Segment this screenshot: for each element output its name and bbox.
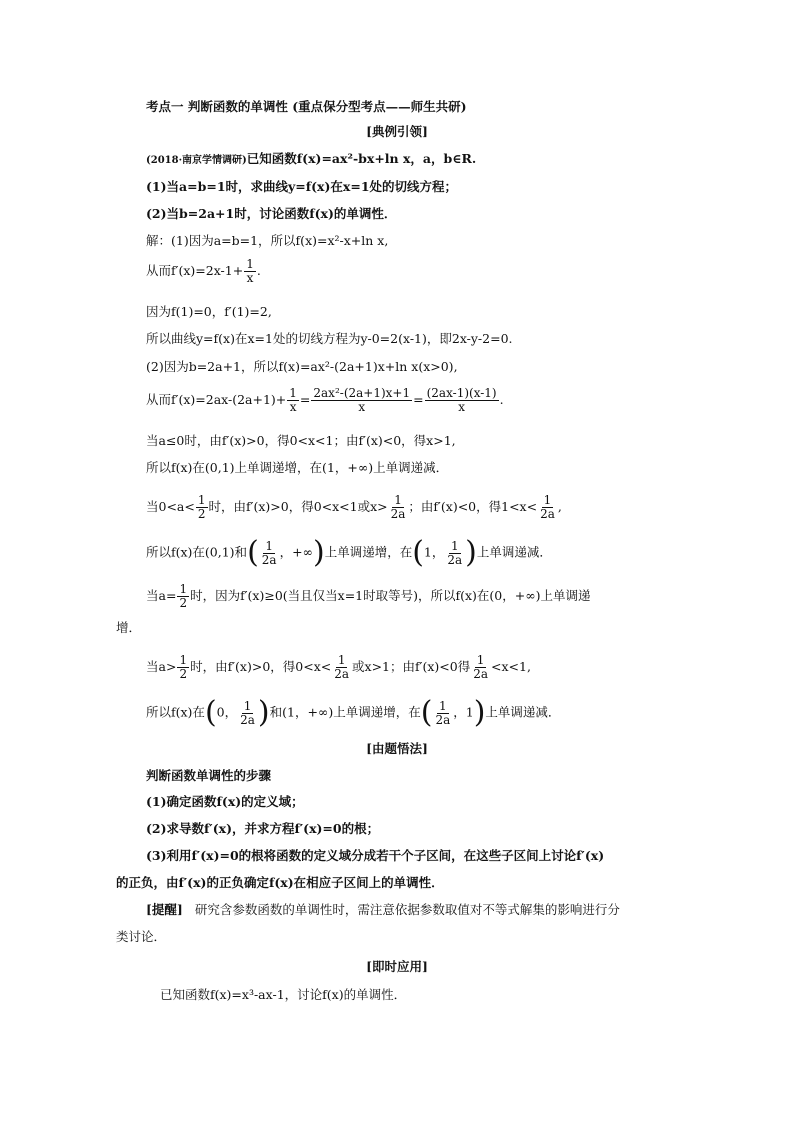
text-segment: ，+∞ bbox=[279, 544, 313, 560]
fraction-numerator: 2ax²-(2a+1)x+1 bbox=[313, 386, 411, 400]
method-step-3: (3)利用f′(x)=0的根将函数的定义域分成若干个子区间，在这些子区间上讨论f′(x) bbox=[146, 848, 605, 863]
fraction-denominator: 2a bbox=[435, 712, 451, 727]
fraction-numerator: 1 bbox=[439, 698, 447, 713]
fraction bbox=[238, 700, 257, 727]
fraction-numerator: 1 bbox=[197, 493, 206, 507]
solution-line-1: 解：(1)因为a=b=1，所以f(x)=x²-x+ln x, bbox=[146, 233, 389, 248]
text-segment: 0， bbox=[216, 704, 238, 720]
fraction-numerator: 1 bbox=[179, 582, 188, 596]
fraction bbox=[433, 700, 452, 727]
text-segment: = bbox=[299, 392, 311, 407]
left-paren: ( bbox=[247, 535, 259, 570]
example-label: [典例引领] bbox=[366, 124, 428, 139]
fraction-denominator: 2a bbox=[334, 667, 350, 681]
fraction-denominator: x bbox=[289, 400, 297, 414]
text-segment: 当a= bbox=[146, 588, 177, 603]
fraction bbox=[332, 654, 351, 681]
fraction-denominator: 2 bbox=[179, 596, 188, 610]
fraction-numerator: 1 bbox=[476, 653, 485, 667]
fraction-denominator: 2a bbox=[261, 552, 277, 567]
fraction bbox=[260, 540, 279, 567]
problem-source-tag: (2018·南京学情调研) bbox=[146, 155, 247, 166]
fraction bbox=[445, 540, 464, 567]
left-paren: ( bbox=[204, 695, 217, 730]
text-segment: 从而f′(x)=2x-1+ bbox=[146, 263, 244, 278]
text-segment: 从而f′(x)=2ax-(2a+1)+ bbox=[146, 392, 287, 407]
text-segment: 所以f(x)在 bbox=[146, 704, 205, 720]
fraction-denominator: 2a bbox=[540, 507, 555, 521]
practice-label: [即时应用] bbox=[366, 959, 428, 974]
fraction bbox=[389, 494, 408, 521]
problem-part-1: (1)当a=b=1时，求曲线y=f(x)在x=1处的切线方程； bbox=[146, 179, 458, 194]
problem-part-2: (2)当b=2a+1时，讨论函数f(x)的单调性． bbox=[146, 206, 397, 221]
fraction bbox=[287, 387, 299, 414]
left-paren: ( bbox=[420, 695, 433, 730]
fraction bbox=[311, 387, 412, 414]
section-heading: 考点一 判断函数的单调性 (重点保分型考点——师生共研) bbox=[146, 99, 467, 114]
reminder-text: 研究含参数函数的单调性时，需注意依据参数取值对不等式解集的影响进行分 bbox=[194, 902, 620, 917]
fraction-denominator: x bbox=[458, 400, 465, 414]
solution-line-8: 所以f(x)在(0,1)上单调递增，在(1，+∞)上单调递减． bbox=[146, 460, 449, 475]
practice-text: 已知函数f(x)=x³-ax-1，讨论f(x)的单调性． bbox=[160, 987, 407, 1002]
text-segment: 时，由f′(x)>0，得0<x< bbox=[190, 659, 332, 674]
text-segment: 或x>1；由f′(x)<0得 bbox=[352, 659, 471, 674]
solution-line-6 bbox=[146, 387, 504, 414]
solution-line-13 bbox=[146, 654, 531, 681]
fraction-numerator: 1 bbox=[450, 538, 459, 553]
fraction-numerator: 1 bbox=[394, 493, 402, 507]
solution-line-3: 因为f(1)=0，f′(1)=2, bbox=[146, 304, 272, 319]
text-segment: 当0<a< bbox=[146, 499, 195, 514]
fraction bbox=[538, 494, 557, 521]
text-segment: 时，因为f′(x)≥0(当且仅当x=1时取等号)，所以f(x)在(0，+∞)上单调递 bbox=[190, 588, 591, 603]
fraction bbox=[244, 258, 256, 285]
right-paren: ) bbox=[257, 695, 270, 730]
solution-line-4: 所以曲线y=f(x)在x=1处的切线方程为y-0=2(x-1)，即2x-y-2=0. bbox=[146, 331, 513, 346]
text-segment: = bbox=[413, 392, 424, 407]
problem-text: 已知函数f(x)=ax²-bx+ln x，a，b∈R. bbox=[246, 151, 477, 166]
fraction-denominator: 2a bbox=[240, 712, 255, 727]
text-segment: 上单调递增，在 bbox=[324, 544, 413, 560]
fraction bbox=[177, 583, 189, 610]
fraction-denominator: 2 bbox=[197, 507, 206, 521]
reminder-note bbox=[146, 901, 620, 919]
solution-line-12: 增． bbox=[116, 620, 142, 635]
fraction-denominator: 2a bbox=[390, 507, 406, 521]
reminder-note-continued: 类讨论． bbox=[116, 929, 167, 944]
method-title: 判断函数单调性的步骤 bbox=[146, 768, 272, 783]
fraction-denominator: 2 bbox=[179, 667, 188, 681]
text-segment: 所以f(x)在(0,1)和 bbox=[146, 544, 248, 560]
reminder-label: [提醒] bbox=[146, 902, 183, 917]
fraction-numerator: (2ax-1)(x-1) bbox=[426, 386, 497, 400]
fraction bbox=[196, 494, 208, 521]
fraction-numerator: 1 bbox=[265, 538, 273, 553]
left-paren: ( bbox=[412, 535, 424, 570]
fraction-numerator: 1 bbox=[246, 257, 254, 271]
fraction-denominator: 2a bbox=[447, 552, 463, 567]
text-segment: ，1 bbox=[453, 704, 474, 720]
right-paren: ) bbox=[465, 535, 477, 570]
fraction-denominator: x bbox=[358, 400, 366, 414]
right-paren: ) bbox=[312, 535, 325, 570]
text-segment: 1， bbox=[423, 544, 445, 560]
solution-line-11 bbox=[146, 583, 591, 610]
fraction-numerator: 1 bbox=[289, 386, 297, 400]
fraction-numerator: 1 bbox=[179, 653, 188, 667]
fraction-numerator: 1 bbox=[337, 653, 346, 667]
solution-line-5: (2)因为b=2a+1，所以f(x)=ax²-(2a+1)x+ln x(x>0), bbox=[146, 359, 458, 374]
fraction-numerator: 1 bbox=[543, 493, 552, 507]
method-step-3-continued: 的正负，由f′(x)的正负确定f(x)在相应子区间上的单调性． bbox=[116, 875, 444, 890]
solution-line-2 bbox=[146, 258, 261, 285]
text-segment: 上单调递减． bbox=[476, 544, 552, 560]
solution-line-14 bbox=[146, 695, 561, 730]
fraction-denominator: x bbox=[246, 271, 254, 285]
text-segment: , bbox=[557, 499, 562, 514]
fraction bbox=[425, 387, 499, 414]
method-step-1: (1)确定函数f(x)的定义域； bbox=[146, 794, 304, 809]
text-segment: 时，由f′(x)>0，得0<x<1或x> bbox=[208, 499, 388, 514]
fraction-numerator: 1 bbox=[243, 698, 252, 713]
text-segment: <x<1, bbox=[491, 659, 531, 674]
right-paren: ) bbox=[473, 695, 486, 730]
text-segment: 和(1，+∞)上单调递增，在 bbox=[269, 704, 421, 720]
text-segment: . bbox=[499, 392, 504, 407]
fraction bbox=[471, 654, 490, 681]
method-label: [由题悟法] bbox=[366, 741, 428, 756]
fraction bbox=[177, 654, 189, 681]
fraction-denominator: 2a bbox=[473, 667, 488, 681]
method-step-2: (2)求导数f′(x)，并求方程f′(x)=0的根； bbox=[146, 821, 380, 836]
text-segment: 上单调递减． bbox=[485, 704, 561, 720]
text-segment: ；由f′(x)<0，得1<x< bbox=[408, 499, 538, 514]
text-segment: . bbox=[256, 263, 261, 278]
problem-statement bbox=[146, 150, 476, 170]
text-segment: 当a> bbox=[146, 659, 177, 674]
solution-line-9 bbox=[146, 494, 562, 521]
solution-line-10 bbox=[146, 535, 552, 570]
solution-line-7: 当a≤0时，由f′(x)>0，得0<x<1；由f′(x)<0，得x>1, bbox=[146, 433, 456, 448]
